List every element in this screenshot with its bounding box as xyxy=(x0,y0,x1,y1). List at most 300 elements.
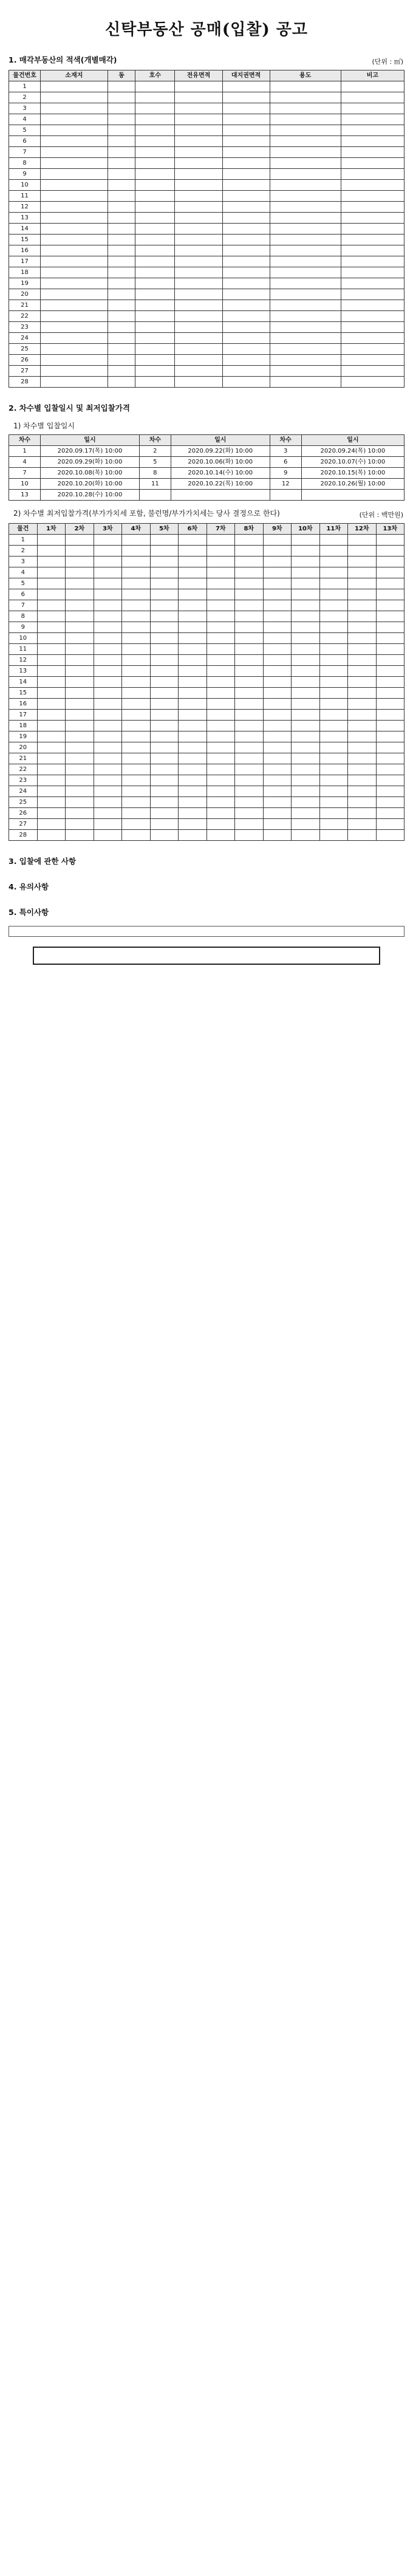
property-cell-1 xyxy=(41,125,108,136)
property-row xyxy=(9,344,404,355)
price-cell-13 xyxy=(376,622,404,633)
price-row xyxy=(9,578,404,589)
price-cell-12 xyxy=(348,589,377,600)
price-cell-2 xyxy=(66,786,94,797)
property-cell-0: 28 xyxy=(9,377,41,388)
property-cell-1 xyxy=(41,355,108,366)
property-header-0: 물건번호 xyxy=(9,70,41,81)
price-cell-12 xyxy=(348,611,377,622)
property-cell-2 xyxy=(108,300,135,311)
price-cell-11 xyxy=(319,808,348,819)
price-cell-1 xyxy=(37,786,66,797)
price-cell-13 xyxy=(376,721,404,731)
property-cell-7 xyxy=(341,278,404,289)
price-cell-5 xyxy=(150,808,179,819)
price-cell-5 xyxy=(150,655,179,666)
property-table xyxy=(9,70,404,388)
property-cell-5 xyxy=(222,333,270,344)
price-cell-1 xyxy=(37,611,66,622)
price-unit: (단위 : 백만원) xyxy=(359,511,403,519)
price-cell-0: 28 xyxy=(9,830,38,841)
property-cell-6 xyxy=(270,180,341,191)
property-cell-2 xyxy=(108,158,135,169)
property-cell-3 xyxy=(135,355,175,366)
price-row xyxy=(9,557,404,567)
price-cell-10 xyxy=(292,578,320,589)
price-cell-10 xyxy=(292,633,320,644)
property-row xyxy=(9,136,404,147)
price-cell-10 xyxy=(292,666,320,677)
price-cell-11 xyxy=(319,731,348,742)
price-row xyxy=(9,786,404,797)
property-header-7: 비고 xyxy=(341,70,404,81)
property-cell-7 xyxy=(341,224,404,235)
property-cell-5 xyxy=(222,180,270,191)
property-cell-6 xyxy=(270,267,341,278)
price-cell-2 xyxy=(66,688,94,699)
property-cell-3 xyxy=(135,366,175,377)
price-cell-12 xyxy=(348,808,377,819)
price-cell-4 xyxy=(122,688,151,699)
property-cell-5 xyxy=(222,169,270,180)
price-cell-9 xyxy=(263,710,292,721)
price-cell-9 xyxy=(263,633,292,644)
property-cell-5 xyxy=(222,278,270,289)
price-cell-9 xyxy=(263,655,292,666)
price-cell-0: 2 xyxy=(9,546,38,557)
property-cell-0: 24 xyxy=(9,333,41,344)
property-cell-6 xyxy=(270,278,341,289)
notice-box xyxy=(9,926,404,937)
price-cell-5 xyxy=(150,578,179,589)
schedule-cell-1: 2020.10.08(목) 10:00 xyxy=(41,468,140,479)
price-cell-13 xyxy=(376,797,404,808)
property-cell-2 xyxy=(108,267,135,278)
section-1-unit: (단위 : ㎡) xyxy=(372,58,403,66)
price-cell-0: 10 xyxy=(9,633,38,644)
property-cell-2 xyxy=(108,366,135,377)
property-cell-0: 5 xyxy=(9,125,41,136)
price-cell-0: 24 xyxy=(9,786,38,797)
price-cell-2 xyxy=(66,666,94,677)
price-header-1: 1차 xyxy=(37,524,66,535)
price-cell-13 xyxy=(376,819,404,830)
price-cell-3 xyxy=(94,775,122,786)
price-cell-6 xyxy=(179,731,207,742)
schedule-cell-3: 2020.09.22(화) 10:00 xyxy=(171,446,270,457)
price-cell-3 xyxy=(94,731,122,742)
price-header-4: 4차 xyxy=(122,524,151,535)
price-cell-10 xyxy=(292,808,320,819)
property-cell-3 xyxy=(135,103,175,114)
price-row xyxy=(9,753,404,764)
price-cell-0: 12 xyxy=(9,655,38,666)
property-cell-3 xyxy=(135,256,175,267)
property-cell-0: 1 xyxy=(9,81,41,92)
price-cell-6 xyxy=(179,775,207,786)
price-cell-1 xyxy=(37,633,66,644)
property-cell-3 xyxy=(135,300,175,311)
price-row xyxy=(9,622,404,633)
property-cell-7 xyxy=(341,235,404,245)
schedule-cell-3: 2020.10.14(수) 10:00 xyxy=(171,468,270,479)
price-cell-13 xyxy=(376,535,404,546)
property-cell-1 xyxy=(41,366,108,377)
property-header-2: 동 xyxy=(108,70,135,81)
price-cell-12 xyxy=(348,578,377,589)
price-cell-12 xyxy=(348,742,377,753)
price-cell-12 xyxy=(348,721,377,731)
property-cell-1 xyxy=(41,333,108,344)
price-row xyxy=(9,567,404,578)
price-cell-2 xyxy=(66,753,94,764)
price-cell-7 xyxy=(206,753,235,764)
property-cell-1 xyxy=(41,169,108,180)
price-cell-11 xyxy=(319,742,348,753)
price-cell-7 xyxy=(206,535,235,546)
schedule-row xyxy=(9,479,404,490)
price-cell-3 xyxy=(94,742,122,753)
schedule-subtitle: 1) 차수별 입찰일시 xyxy=(13,422,75,430)
price-cell-8 xyxy=(235,655,264,666)
property-cell-5 xyxy=(222,213,270,224)
property-row xyxy=(9,278,404,289)
property-cell-1 xyxy=(41,289,108,300)
price-cell-9 xyxy=(263,578,292,589)
price-cell-8 xyxy=(235,699,264,710)
price-cell-10 xyxy=(292,699,320,710)
property-cell-1 xyxy=(41,278,108,289)
property-row xyxy=(9,377,404,388)
property-cell-3 xyxy=(135,224,175,235)
property-cell-1 xyxy=(41,158,108,169)
property-row xyxy=(9,333,404,344)
property-cell-5 xyxy=(222,147,270,158)
property-cell-4 xyxy=(175,267,222,278)
price-cell-13 xyxy=(376,808,404,819)
property-cell-7 xyxy=(341,377,404,388)
price-header-9: 9차 xyxy=(263,524,292,535)
schedule-cell-1: 2020.10.20(화) 10:00 xyxy=(41,479,140,490)
price-cell-11 xyxy=(319,644,348,655)
property-row xyxy=(9,180,404,191)
price-cell-8 xyxy=(235,742,264,753)
price-cell-10 xyxy=(292,644,320,655)
price-cell-10 xyxy=(292,797,320,808)
property-cell-3 xyxy=(135,81,175,92)
price-cell-5 xyxy=(150,589,179,600)
price-cell-2 xyxy=(66,819,94,830)
price-cell-7 xyxy=(206,710,235,721)
price-cell-12 xyxy=(348,535,377,546)
price-cell-9 xyxy=(263,699,292,710)
price-cell-13 xyxy=(376,589,404,600)
price-cell-4 xyxy=(122,775,151,786)
price-cell-12 xyxy=(348,567,377,578)
price-cell-9 xyxy=(263,666,292,677)
price-cell-9 xyxy=(263,546,292,557)
property-header-4: 전유면적 xyxy=(175,70,222,81)
property-cell-2 xyxy=(108,333,135,344)
price-cell-4 xyxy=(122,589,151,600)
price-cell-0: 23 xyxy=(9,775,38,786)
price-cell-3 xyxy=(94,808,122,819)
price-cell-4 xyxy=(122,742,151,753)
property-cell-4 xyxy=(175,81,222,92)
price-table xyxy=(9,523,404,841)
price-cell-11 xyxy=(319,578,348,589)
price-cell-3 xyxy=(94,546,122,557)
price-cell-2 xyxy=(66,567,94,578)
property-cell-7 xyxy=(341,147,404,158)
property-cell-1 xyxy=(41,245,108,256)
price-cell-11 xyxy=(319,830,348,841)
property-cell-1 xyxy=(41,103,108,114)
property-cell-0: 18 xyxy=(9,267,41,278)
price-cell-2 xyxy=(66,808,94,819)
price-cell-8 xyxy=(235,644,264,655)
property-cell-0: 20 xyxy=(9,289,41,300)
price-cell-12 xyxy=(348,600,377,611)
price-cell-1 xyxy=(37,753,66,764)
price-cell-8 xyxy=(235,600,264,611)
schedule-cell-5: 2020.10.26(월) 10:00 xyxy=(301,479,404,490)
schedule-cell-5: 2020.09.24(목) 10:00 xyxy=(301,446,404,457)
price-cell-9 xyxy=(263,808,292,819)
price-cell-13 xyxy=(376,699,404,710)
property-cell-0: 9 xyxy=(9,169,41,180)
property-cell-6 xyxy=(270,114,341,125)
page-title: 신탁부동산 공매(입찰) 공고 xyxy=(105,21,308,39)
price-cell-0: 15 xyxy=(9,688,38,699)
price-row xyxy=(9,666,404,677)
property-cell-3 xyxy=(135,158,175,169)
price-cell-13 xyxy=(376,600,404,611)
price-cell-6 xyxy=(179,611,207,622)
price-cell-4 xyxy=(122,546,151,557)
price-cell-3 xyxy=(94,819,122,830)
price-cell-12 xyxy=(348,666,377,677)
price-cell-3 xyxy=(94,655,122,666)
price-cell-1 xyxy=(37,742,66,753)
price-header-3: 3차 xyxy=(94,524,122,535)
property-cell-5 xyxy=(222,103,270,114)
price-cell-2 xyxy=(66,600,94,611)
price-cell-11 xyxy=(319,775,348,786)
price-cell-0: 14 xyxy=(9,677,38,688)
price-cell-5 xyxy=(150,557,179,567)
property-cell-5 xyxy=(222,289,270,300)
price-cell-2 xyxy=(66,611,94,622)
price-cell-9 xyxy=(263,797,292,808)
price-cell-10 xyxy=(292,622,320,633)
property-cell-2 xyxy=(108,92,135,103)
section-2-heading: 2. 차수별 입찰일시 및 최저입찰가격 xyxy=(9,403,130,413)
schedule-cell-4: 6 xyxy=(270,457,301,468)
price-cell-10 xyxy=(292,830,320,841)
section-1-heading: 1. 매각부동산의 적색(개별매각) xyxy=(9,55,117,64)
price-cell-1 xyxy=(37,535,66,546)
price-cell-9 xyxy=(263,775,292,786)
price-cell-1 xyxy=(37,578,66,589)
price-cell-11 xyxy=(319,677,348,688)
price-cell-5 xyxy=(150,764,179,775)
property-cell-2 xyxy=(108,256,135,267)
property-cell-5 xyxy=(222,300,270,311)
price-cell-8 xyxy=(235,622,264,633)
property-cell-2 xyxy=(108,202,135,213)
property-cell-4 xyxy=(175,245,222,256)
price-cell-11 xyxy=(319,622,348,633)
price-cell-1 xyxy=(37,644,66,655)
price-cell-8 xyxy=(235,775,264,786)
price-cell-9 xyxy=(263,622,292,633)
property-cell-7 xyxy=(341,169,404,180)
price-cell-8 xyxy=(235,633,264,644)
price-cell-9 xyxy=(263,731,292,742)
price-cell-13 xyxy=(376,710,404,721)
property-row xyxy=(9,125,404,136)
price-cell-10 xyxy=(292,710,320,721)
price-cell-11 xyxy=(319,819,348,830)
property-cell-5 xyxy=(222,366,270,377)
price-cell-2 xyxy=(66,677,94,688)
price-cell-5 xyxy=(150,786,179,797)
price-cell-7 xyxy=(206,567,235,578)
price-cell-3 xyxy=(94,633,122,644)
property-cell-1 xyxy=(41,311,108,322)
schedule-header-4: 차수 xyxy=(270,435,301,446)
price-cell-0: 17 xyxy=(9,710,38,721)
price-cell-4 xyxy=(122,557,151,567)
property-cell-0: 19 xyxy=(9,278,41,289)
property-cell-0: 26 xyxy=(9,355,41,366)
property-cell-7 xyxy=(341,114,404,125)
price-cell-12 xyxy=(348,797,377,808)
price-cell-4 xyxy=(122,633,151,644)
price-cell-2 xyxy=(66,764,94,775)
price-cell-7 xyxy=(206,600,235,611)
price-cell-13 xyxy=(376,578,404,589)
price-cell-13 xyxy=(376,764,404,775)
price-cell-9 xyxy=(263,819,292,830)
price-cell-5 xyxy=(150,731,179,742)
property-cell-4 xyxy=(175,147,222,158)
price-cell-8 xyxy=(235,721,264,731)
price-cell-9 xyxy=(263,557,292,567)
property-row xyxy=(9,245,404,256)
price-cell-9 xyxy=(263,688,292,699)
price-cell-3 xyxy=(94,535,122,546)
price-cell-9 xyxy=(263,753,292,764)
price-cell-4 xyxy=(122,797,151,808)
contact-box xyxy=(33,947,380,965)
property-cell-4 xyxy=(175,300,222,311)
price-cell-9 xyxy=(263,721,292,731)
price-cell-1 xyxy=(37,699,66,710)
schedule-cell-4: 9 xyxy=(270,468,301,479)
price-cell-12 xyxy=(348,633,377,644)
schedule-header-1: 일시 xyxy=(41,435,140,446)
price-cell-4 xyxy=(122,721,151,731)
price-cell-8 xyxy=(235,786,264,797)
property-cell-2 xyxy=(108,103,135,114)
property-cell-7 xyxy=(341,267,404,278)
price-cell-0: 5 xyxy=(9,578,38,589)
price-cell-11 xyxy=(319,666,348,677)
schedule-cell-0: 1 xyxy=(9,446,41,457)
price-cell-6 xyxy=(179,567,207,578)
price-cell-4 xyxy=(122,644,151,655)
property-cell-5 xyxy=(222,344,270,355)
price-cell-5 xyxy=(150,677,179,688)
property-cell-6 xyxy=(270,224,341,235)
price-cell-8 xyxy=(235,589,264,600)
price-cell-0: 1 xyxy=(9,535,38,546)
price-cell-10 xyxy=(292,655,320,666)
price-row xyxy=(9,633,404,644)
price-cell-8 xyxy=(235,830,264,841)
price-cell-5 xyxy=(150,567,179,578)
price-cell-1 xyxy=(37,567,66,578)
price-cell-13 xyxy=(376,546,404,557)
property-cell-3 xyxy=(135,169,175,180)
property-row xyxy=(9,202,404,213)
price-cell-4 xyxy=(122,578,151,589)
property-row xyxy=(9,92,404,103)
price-cell-4 xyxy=(122,666,151,677)
price-cell-10 xyxy=(292,535,320,546)
price-cell-6 xyxy=(179,600,207,611)
price-cell-8 xyxy=(235,819,264,830)
price-cell-8 xyxy=(235,731,264,742)
price-cell-5 xyxy=(150,611,179,622)
property-cell-1 xyxy=(41,256,108,267)
price-cell-8 xyxy=(235,535,264,546)
price-cell-11 xyxy=(319,699,348,710)
schedule-row xyxy=(9,490,404,501)
property-cell-3 xyxy=(135,235,175,245)
property-cell-4 xyxy=(175,256,222,267)
price-cell-7 xyxy=(206,721,235,731)
price-cell-3 xyxy=(94,611,122,622)
schedule-cell-5: 2020.10.15(목) 10:00 xyxy=(301,468,404,479)
price-cell-13 xyxy=(376,655,404,666)
property-cell-5 xyxy=(222,322,270,333)
price-cell-13 xyxy=(376,633,404,644)
property-cell-4 xyxy=(175,180,222,191)
property-cell-7 xyxy=(341,322,404,333)
property-cell-6 xyxy=(270,103,341,114)
price-cell-10 xyxy=(292,589,320,600)
price-header-0: 물건 xyxy=(9,524,38,535)
property-cell-3 xyxy=(135,322,175,333)
price-cell-5 xyxy=(150,535,179,546)
price-cell-7 xyxy=(206,775,235,786)
property-cell-6 xyxy=(270,377,341,388)
price-cell-4 xyxy=(122,710,151,721)
property-cell-3 xyxy=(135,191,175,202)
price-cell-12 xyxy=(348,775,377,786)
property-cell-3 xyxy=(135,180,175,191)
property-cell-6 xyxy=(270,81,341,92)
price-cell-9 xyxy=(263,830,292,841)
property-cell-6 xyxy=(270,344,341,355)
property-cell-3 xyxy=(135,136,175,147)
schedule-cell-1: 2020.10.28(수) 10:00 xyxy=(41,490,140,501)
price-cell-4 xyxy=(122,622,151,633)
price-row xyxy=(9,589,404,600)
